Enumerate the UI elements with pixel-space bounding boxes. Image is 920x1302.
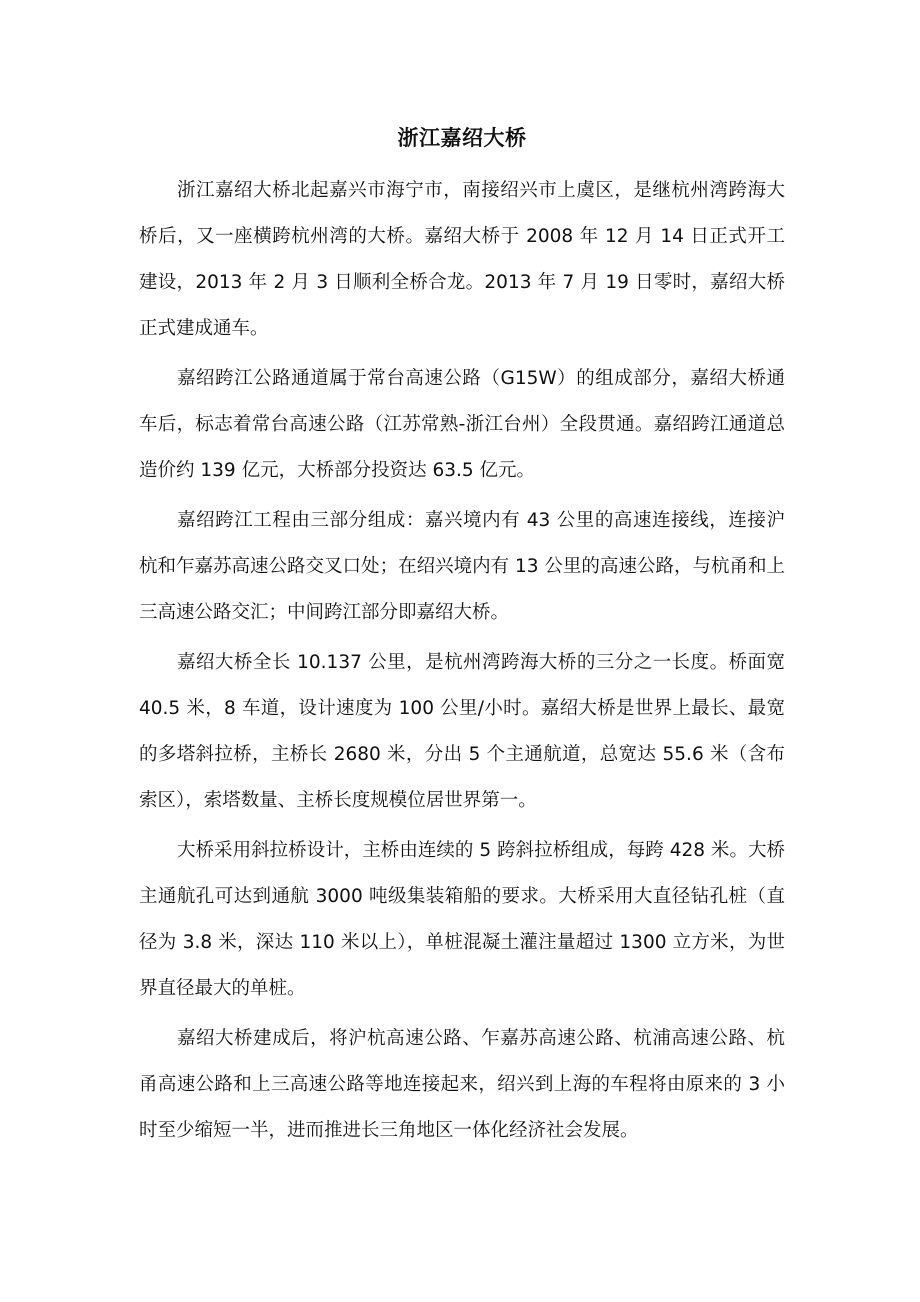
document-page: [139, 118, 785, 1158]
paragraph-2: 嘉绍跨江公路通道属于常台高速公路（G15W）的组成部分，嘉绍大桥通车后，标志着常台高速公路（江苏常熟-浙江台州）全段贯通。嘉绍跨江通道总造价约 139 亿元，大桥部分投资达 63.5 亿元。: [139, 368, 785, 481]
paragraph-6: 嘉绍大桥建成后，将沪杭高速公路、乍嘉苏高速公路、杭浦高速公路、杭甬高速公路和上三高速公路等地连接起来，绍兴到上海的车程将由原来的 3 小时至少缩短一半，进而推进长三角地区一体化经济社会发展。: [139, 1028, 785, 1141]
paragraph-1: 浙江嘉绍大桥北起嘉兴市海宁市，南接绍兴市上虞区，是继杭州湾跨海大桥后，又一座横跨杭州湾的大桥。嘉绍大桥于 2008 年 12 月 14 日正式开工建设，2013 年 2 月 3 日顺利全桥合龙。2013 年 7 月 19 日零时，嘉绍大桥正式建成通车。: [139, 180, 785, 339]
paragraph-5: 大桥采用斜拉桥设计，主桥由连续的 5 跨斜拉桥组成，每跨 428 米。大桥主通航孔可达到通航 3000 吨级集装箱船的要求。大桥采用大直径钻孔桩（直径为 3.8 米，深达 110 米以上），单桩混凝土灌注量超过 1300 立方米，为世界直径最大的单桩。: [139, 840, 785, 999]
paragraph-4: 嘉绍大桥全长 10.137 公里，是杭州湾跨海大桥的三分之一长度。桥面宽 40.5 米，8 车道，设计速度为 100 公里/小时。嘉绍大桥是世界上最长、最宽的多塔斜拉桥，主桥长 2680 米，分出 5 个主通航道，总宽达 55.6 米（含布索区），索塔数量、主桥长度规模位居世界第一。: [139, 652, 785, 811]
paragraph-3: 嘉绍跨江工程由三部分组成：嘉兴境内有 43 公里的高速连接线，连接沪杭和乍嘉苏高速公路交叉口处；在绍兴境内有 13 公里的高速公路，与杭甬和上三高速公路交汇；中间跨江部分即嘉绍大桥。: [139, 510, 785, 623]
document-title: 浙江嘉绍大桥: [397, 126, 527, 150]
